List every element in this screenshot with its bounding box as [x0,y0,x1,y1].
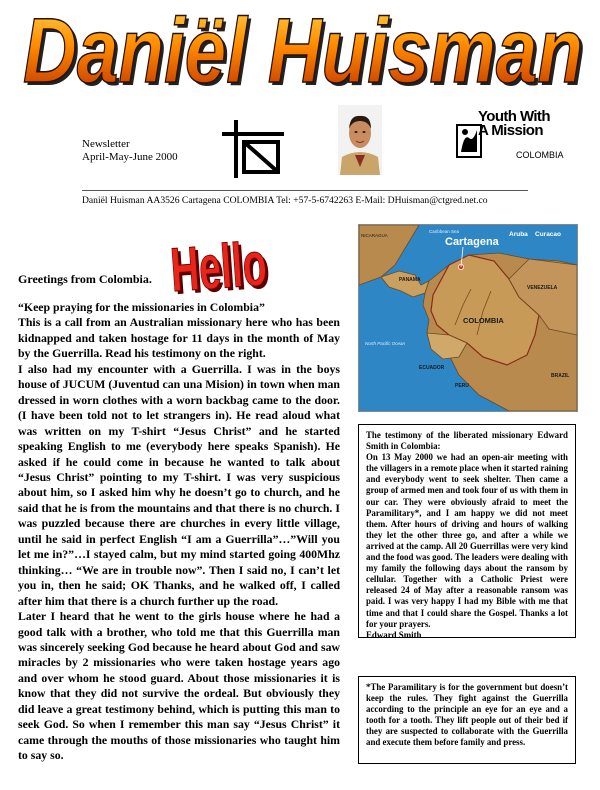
masthead-title-art [18,2,588,98]
map-label-cartagena: Cartagena [445,236,499,248]
ywam-line2: A Mission [478,122,543,139]
map-label-brazil: BRAZIL [551,373,570,379]
article-paragraph: This is a call from an Australian missionary here who has been kidnapped and taken hostage for 11 days in the month of May by the Guerrilla. Read his testimony on the right. [18,315,340,361]
contact-line: Daniël Huisman AA3526 Cartagena COLOMBIA Tel: +57-5-6742263 E-Mail: DHuisman@ctgred.net.co [82,195,488,206]
hello-text: Hello [168,225,270,300]
article-headline: “Keep praying for the missionaries in Colombia” [18,300,265,314]
masthead-title [18,2,588,98]
author-portrait [338,105,382,175]
article-paragraph: Later I heard that he went to the girls house where he had a good talk with a brother, who told me that this Guerrilla man was sincerely seeking God because he heard about God and saw miracles by 2 missionaries who were taken hostage years ago and over whom he stood guard. About those missionaries it is know that they did not survive the ordeal. But obviously they did leave a great testimony behind, which is putting this man to seek God. So when I remember this man say “Jesus Christ” it came through the mouths of those missionaries who taught him to say so. [18,609,340,763]
main-article [18,300,340,764]
map-label-pacific: North Pacific Ocean [365,341,406,346]
ywam-line1: Youth With [478,108,550,125]
testimony-signature: Edward Smith [366,629,422,640]
newsletter-issue: April-May-June 2000 [82,151,178,163]
map-label-curacao: Curacao [535,231,562,238]
masthead-title-text: Daniël Huisman [23,2,583,98]
testimony-body: On 13 May 2000 we had an open-air meeting with the villagers in a remote place when it started raining and everybody went to seek shelter. Then came a group of armed men and took four of us with them in our car. They were obviously afraid to meet the Paramilitary*, and I am happy we did not meet them. After hours of driving and hours of walking they let the other three go, and after a while we arrived at the camp. All 20 Guerrillas were very kind and the food was good. The leaders were dealing with my family the following days about the ransom by cellular. Together with a Catholic Priest were released 24 of May after a reasonable ransom was paid. I was very happy I had my Bible with me that time and that I could share the Gospel. Thanks a lot for your prayers. [366,452,568,629]
paramilitary-footnote-box [358,676,576,764]
newsletter-info [82,138,178,164]
map-label-venezuela: VENEZUELA [527,285,558,291]
map-label-peru: PERU [455,383,469,389]
hello-shadow: Hello [171,228,270,300]
personal-logo-icon [222,120,284,178]
masthead-title-shadow: Daniël Huisman [26,3,586,98]
map-label-caribbean: Caribbean Sea [429,229,460,234]
map-label-panama: PANAMA [399,277,421,283]
footnote-text: *The Paramilitary is for the government but doesn’t keep the rules. They fight against the Guerrilla according to the principle an eye for an eye and a tooth for a tooth. They lift people out of their bed if they are suspected to collaborate with the Guerrilla and execute them before family and press. [366,682,568,748]
greeting: Greetings from Colombia. [18,272,152,286]
testimony-title: The testimony of the liberated missionary Edward Smith in Colombia: [366,430,568,452]
map-label-ecuador: ECUADOR [419,365,445,371]
map-label-nicaragua: NICARAGUA [361,233,388,238]
header-divider [82,190,528,191]
map-label-aruba: Aruba [509,231,528,238]
ywam-country: COLOMBIA [516,150,564,160]
ywam-logo [456,110,594,166]
newsletter-label: Newsletter [82,138,130,150]
article-paragraph: I also had my encounter with a Guerrilla. I was in the boys house of JUCUM (Juventud can una Mision) in town when man dressed in worn clothes with a worn backbag came to the door. (I have been told not to let strangers in). He read aloud what was written on my T-shirt “Jesus Christ” and he started speaking English to me (everybody here speaks Spanish). He asked if he could come in because he wanted to talk about “Jesus Christ” pointing to my T-shirt. I was very suspicious about him, so I asked him why he doesn’t go to church, and he said that he is from the mountains and that there is no church. I was puzzled because there are churches in every little village, until he said in perfect English “I am a Guerrilla”…”Will you let me in?”…I stayed calm, but my mind started going 400Mhz thinking… “We are in trouble now”. Then I said no, I can’t let you in, then he said; OK Thanks, and he walked off, I called after him that there is a church further up the road. [18,361,340,608]
testimony-box [358,424,576,638]
map-label-colombia: COLOMBIA [463,316,504,325]
hello-graphic [168,208,270,300]
colombia-map [358,224,578,412]
